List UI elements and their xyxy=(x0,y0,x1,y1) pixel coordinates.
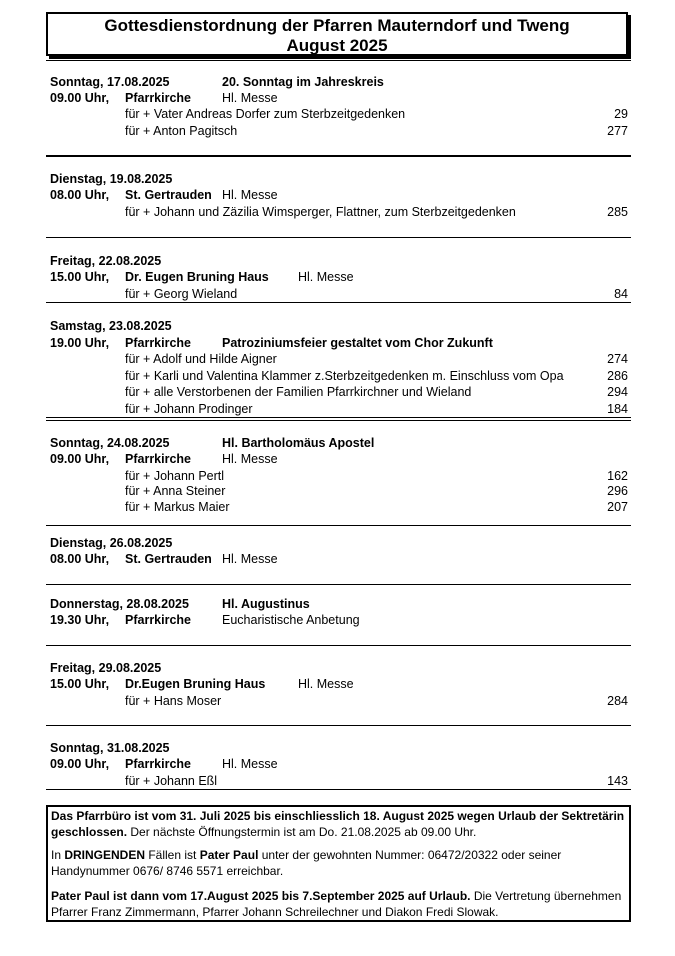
intention-text: für + Johann und Zäzilia Wimsperger, Flattner, zum Sterbzeitgedenken xyxy=(125,205,516,219)
intention-number: 29 xyxy=(614,107,628,121)
intention-number: 294 xyxy=(607,385,628,399)
divider xyxy=(46,417,631,418)
intention-number: 84 xyxy=(614,287,628,301)
entry-time: 08.00 Uhr, xyxy=(50,188,110,202)
intention-text: für + Johann Prodinger xyxy=(125,402,253,416)
notice-office-closed xyxy=(51,809,626,840)
entry-place: St. Gertrauden xyxy=(125,552,212,566)
title-line-1: Gottesdienstordnung der Pfarren Mauterndorf und Tweng xyxy=(104,16,570,35)
entry-date: Donnerstag, 28.08.2025 xyxy=(50,597,189,611)
notice-text: unter der gewohnten Nummer: 06472/20322 oder seiner Handynummer 0676/ 8746 5571 erreichbar. xyxy=(51,848,562,878)
intention-number: 184 xyxy=(607,402,628,416)
entry-feast: 20. Sonntag im Jahreskreis xyxy=(222,75,384,89)
office-notice-box xyxy=(46,805,631,922)
entry-date: Freitag, 29.08.2025 xyxy=(50,661,162,675)
intention-number: 284 xyxy=(607,694,628,708)
entry-time: 08.00 Uhr, xyxy=(50,552,110,566)
intention-text: für + Markus Maier xyxy=(125,500,230,514)
divider xyxy=(46,584,631,585)
page-title xyxy=(46,12,628,56)
entry-place: Pfarrkirche xyxy=(125,336,192,350)
title-line-2: August 2025 xyxy=(286,36,388,55)
entry-place: Pfarrkirche xyxy=(125,757,192,771)
intention-number: 162 xyxy=(607,469,628,483)
entry-date: Samstag, 23.08.2025 xyxy=(50,319,172,333)
entry-date: Dienstag, 19.08.2025 xyxy=(50,172,173,186)
divider xyxy=(46,645,631,646)
entry-service: Patroziniumsfeier gestaltet vom Chor Zukunft xyxy=(222,336,493,350)
entry-service: Hl. Messe xyxy=(222,552,278,566)
intention-text: für + Adolf und Hilde Aigner xyxy=(125,352,277,366)
intention-text: für + Johann Eßl xyxy=(125,774,218,788)
entry-place: Pfarrkirche xyxy=(125,452,192,466)
entry-date: Sonntag, 24.08.2025 xyxy=(50,436,170,450)
notice-substitute: Die Vertretung übernehmen Pfarrer Franz Zimmermann, Pfarrer Johann Schreilechner und Diakon Fredi Slowak. xyxy=(51,889,622,919)
entry-date: Freitag, 22.08.2025 xyxy=(50,254,162,268)
entry-time: 19.00 Uhr, xyxy=(50,336,110,350)
entry-date: Sonntag, 31.08.2025 xyxy=(50,741,170,755)
divider xyxy=(46,789,631,790)
entry-time: 19.30 Uhr, xyxy=(50,613,110,627)
entry-place: Pfarrkirche xyxy=(125,613,192,627)
entry-date: Dienstag, 26.08.2025 xyxy=(50,536,173,550)
notice-text: Fällen ist xyxy=(145,848,200,862)
divider xyxy=(46,155,631,157)
notice-vacation xyxy=(51,889,626,920)
entry-service: Eucharistische Anbetung xyxy=(222,613,360,627)
entry-time: 09.00 Uhr, xyxy=(50,452,110,466)
notice-text: In xyxy=(51,848,65,862)
divider xyxy=(46,420,631,421)
entry-time: 09.00 Uhr, xyxy=(50,757,110,771)
entry-service: Hl. Messe xyxy=(222,91,278,105)
divider xyxy=(46,525,631,526)
intention-text: für + alle Verstorbenen der Familien Pfarrkirchner und Wieland xyxy=(125,385,472,399)
divider xyxy=(46,302,631,303)
divider xyxy=(46,237,631,238)
entry-feast: Hl. Bartholomäus Apostel xyxy=(222,436,375,450)
intention-number: 207 xyxy=(607,500,628,514)
intention-number: 277 xyxy=(607,124,628,138)
divider xyxy=(46,60,631,61)
intention-number: 285 xyxy=(607,205,628,219)
intention-text: für + Karli und Valentina Klammer z.Sterbzeitgedenken m. Einschluss vom Opa xyxy=(125,369,564,383)
notice-vacation-bold: Pater Paul ist dann vom 17.August 2025 bis 7.September 2025 auf Urlaub. xyxy=(51,889,471,903)
entry-service: Hl. Messe xyxy=(298,677,354,691)
entry-service: Hl. Messe xyxy=(222,757,278,771)
intention-number: 274 xyxy=(607,352,628,366)
entry-service: Hl. Messe xyxy=(222,452,278,466)
entry-date: Sonntag, 17.08.2025 xyxy=(50,75,170,89)
entry-service: Hl. Messe xyxy=(298,270,354,284)
divider xyxy=(46,725,631,726)
intention-text: für + Hans Moser xyxy=(125,694,222,708)
intention-text: für + Anna Steiner xyxy=(125,484,226,498)
notice-emergency xyxy=(51,848,626,879)
intention-text: für + Vater Andreas Dorfer zum Sterbzeitgedenken xyxy=(125,107,406,121)
intention-text: für + Anton Pagitsch xyxy=(125,124,238,138)
entry-time: 15.00 Uhr, xyxy=(50,270,110,284)
entry-time: 15.00 Uhr, xyxy=(50,677,110,691)
intention-number: 143 xyxy=(607,774,628,788)
entry-feast: Hl. Augustinus xyxy=(222,597,310,611)
notice-emphasis: DRINGENDEN xyxy=(64,848,146,862)
entry-place: Pfarrkirche xyxy=(125,91,192,105)
notice-emphasis: Pater Paul xyxy=(199,848,259,862)
entry-place: Dr. Eugen Bruning Haus xyxy=(125,270,269,284)
entry-time: 09.00 Uhr, xyxy=(50,91,110,105)
intention-number: 286 xyxy=(607,369,628,383)
notice-office-closed-bold: Das Pfarrbüro ist vom 31. Juli 2025 bis einschliesslich 18. August 2025 wegen Urlaub der Sektretärin geschlossen. xyxy=(51,809,625,839)
intention-text: für + Georg Wieland xyxy=(125,287,238,301)
intention-number: 296 xyxy=(607,484,628,498)
intention-text: für + Johann Pertl xyxy=(125,469,225,483)
entry-place: Dr.Eugen Bruning Haus xyxy=(125,677,266,691)
notice-office-reopen: Der nächste Öffnungstermin ist am Do. 21.08.2025 ab 09.00 Uhr. xyxy=(127,824,477,839)
entry-service: Hl. Messe xyxy=(222,188,278,202)
entry-place: St. Gertrauden xyxy=(125,188,212,202)
